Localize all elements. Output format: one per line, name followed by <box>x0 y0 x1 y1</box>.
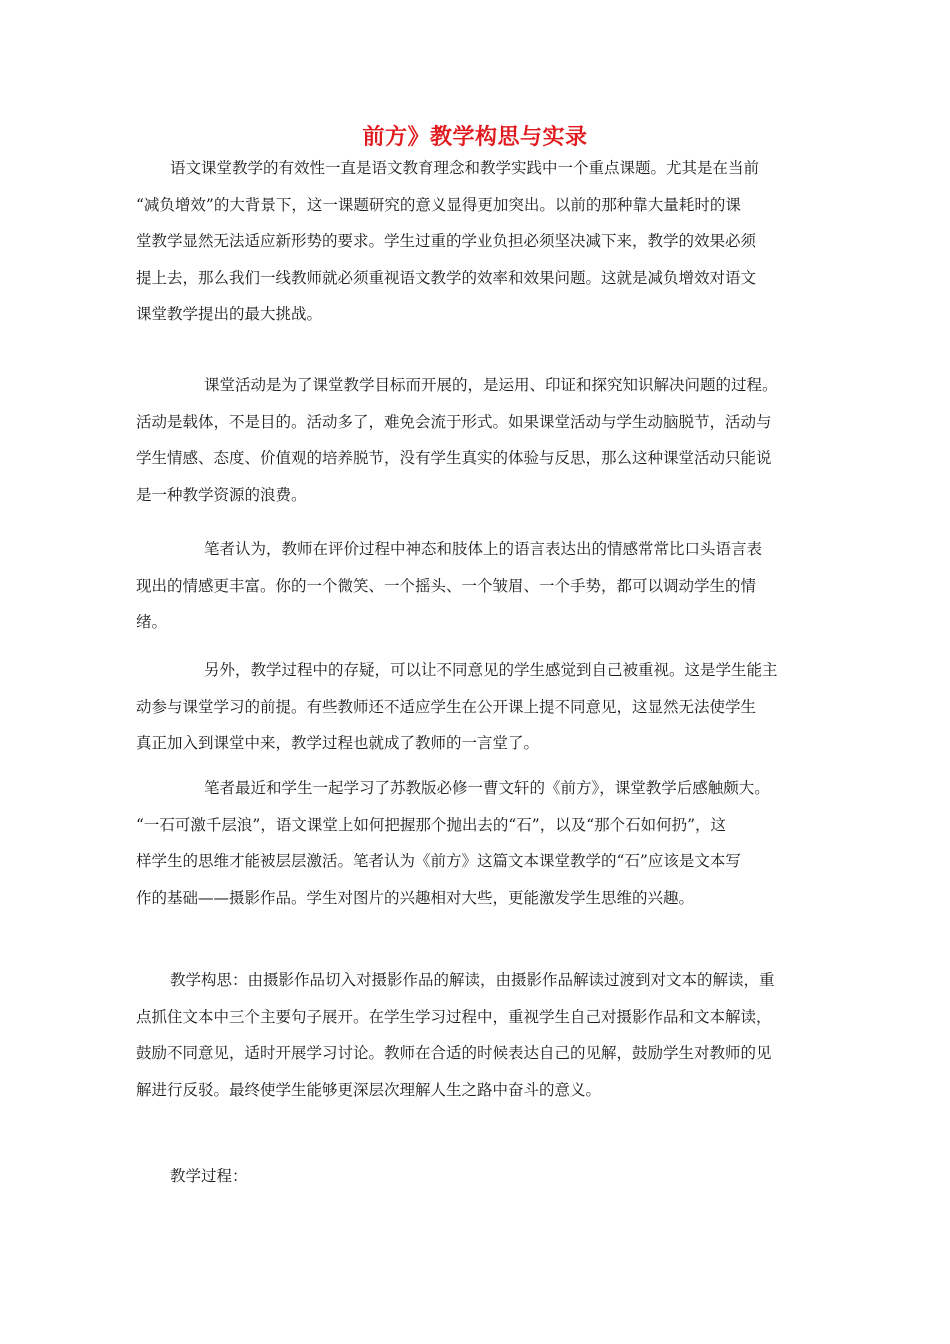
paragraph-line: 作的基础——摄影作品。学生对图片的兴趣相对大些，更能激发学生思维的兴趣。 <box>136 888 695 907</box>
paragraph-questioning <box>136 652 818 762</box>
paragraph-line: 解进行反驳。最终使学生能够更深层次理解人生之路中奋斗的意义。 <box>136 1080 602 1099</box>
paragraph-line: 笔者认为，教师在评价过程中神态和肢体上的语言表达出的情感常常比口头语言表 <box>204 540 763 558</box>
paragraph-line: 课堂教学提出的最大挑战。 <box>136 305 323 323</box>
paragraph-activities <box>136 367 818 513</box>
paragraph-line: 现出的情感更丰富。你的一个微笑、一个摇头、一个皱眉、一个手势，都可以调动学生的情 <box>136 576 757 595</box>
paragraph-line: 学生情感、态度、价值观的培养脱节，没有学生真实的体验与反思，那么这种课堂活动只能说 <box>136 449 772 467</box>
paragraph-body-language <box>136 531 818 641</box>
paragraph-line: 绪。 <box>136 613 168 631</box>
paragraph-intro <box>136 150 818 333</box>
paragraph-line: 鼓励不同意见，适时开展学习讨论。教师在合适的时候表达自己的见解，鼓励学生对教师的见 <box>136 1044 772 1062</box>
paragraph-line: “减负增效”的大背景下，这一课题研究的意义显得更加突出。以前的那种靠大量耗时的课 <box>136 195 741 214</box>
paragraph-line: 教学构思：由摄影作品切入对摄影作品的解读，由摄影作品解读过渡到对文本的解读，重 <box>170 971 775 989</box>
paragraph-teaching-process <box>136 1158 818 1195</box>
paragraph-line: 样学生的思维才能被层层激活。笔者认为《前方》这篇文本课堂教学的“石”应该是文本写 <box>136 852 741 870</box>
paragraph-line: 提上去，那么我们一线教师就必须重视语文教学的效率和效果问题。这就是减负增效对语文 <box>136 268 757 287</box>
paragraph-line: 动参与课堂学习的前提。有些教师还不适应学生在公开课上提不同意见，这显然无法使学生 <box>136 697 757 716</box>
paragraph-line: “一石可激千层浪”，语文课堂上如何把握那个抛出去的“石”，以及“那个石如何扔”，这 <box>136 815 727 834</box>
paragraph-line: 课堂活动是为了课堂教学目标而开展的，是运用、印证和探究知识解决问题的过程。 <box>204 376 778 394</box>
paragraph-line: 笔者最近和学生一起学习了苏教版必修一曹文轩的《前方》，课堂教学后感触颇大。 <box>204 779 770 797</box>
paragraph-line: 真正加入到课堂中来，教学过程也就成了教师的一言堂了。 <box>136 734 540 752</box>
paragraph-line: 教学过程： <box>170 1167 248 1185</box>
document-title: 前方》教学构思与实录 <box>362 124 588 150</box>
paragraph-line: 活动是载体，不是目的。活动多了，难免会流于形式。如果课堂活动与学生动脑脱节，活动与 <box>136 412 772 431</box>
paragraph-line: 另外，教学过程中的存疑，可以让不同意见的学生感觉到自己被重视。这是学生能主 <box>204 661 778 679</box>
paragraph-line: 是一种教学资源的浪费。 <box>136 485 307 504</box>
paragraph-teaching-design <box>136 962 818 1108</box>
paragraph-line: 堂教学显然无法适应新形势的要求。学生过重的学业负担必须坚决减下来，教学的效果必须 <box>136 232 757 250</box>
paragraph-line: 点抓住文本中三个主要句子展开。在学生学习过程中，重视学生自己对摄影作品和文本解读， <box>136 1007 772 1026</box>
paragraph-lesson <box>136 770 818 916</box>
paragraph-line: 语文课堂教学的有效性一直是语文教育理念和教学实践中一个重点课题。尤其是在当前 <box>170 159 760 177</box>
